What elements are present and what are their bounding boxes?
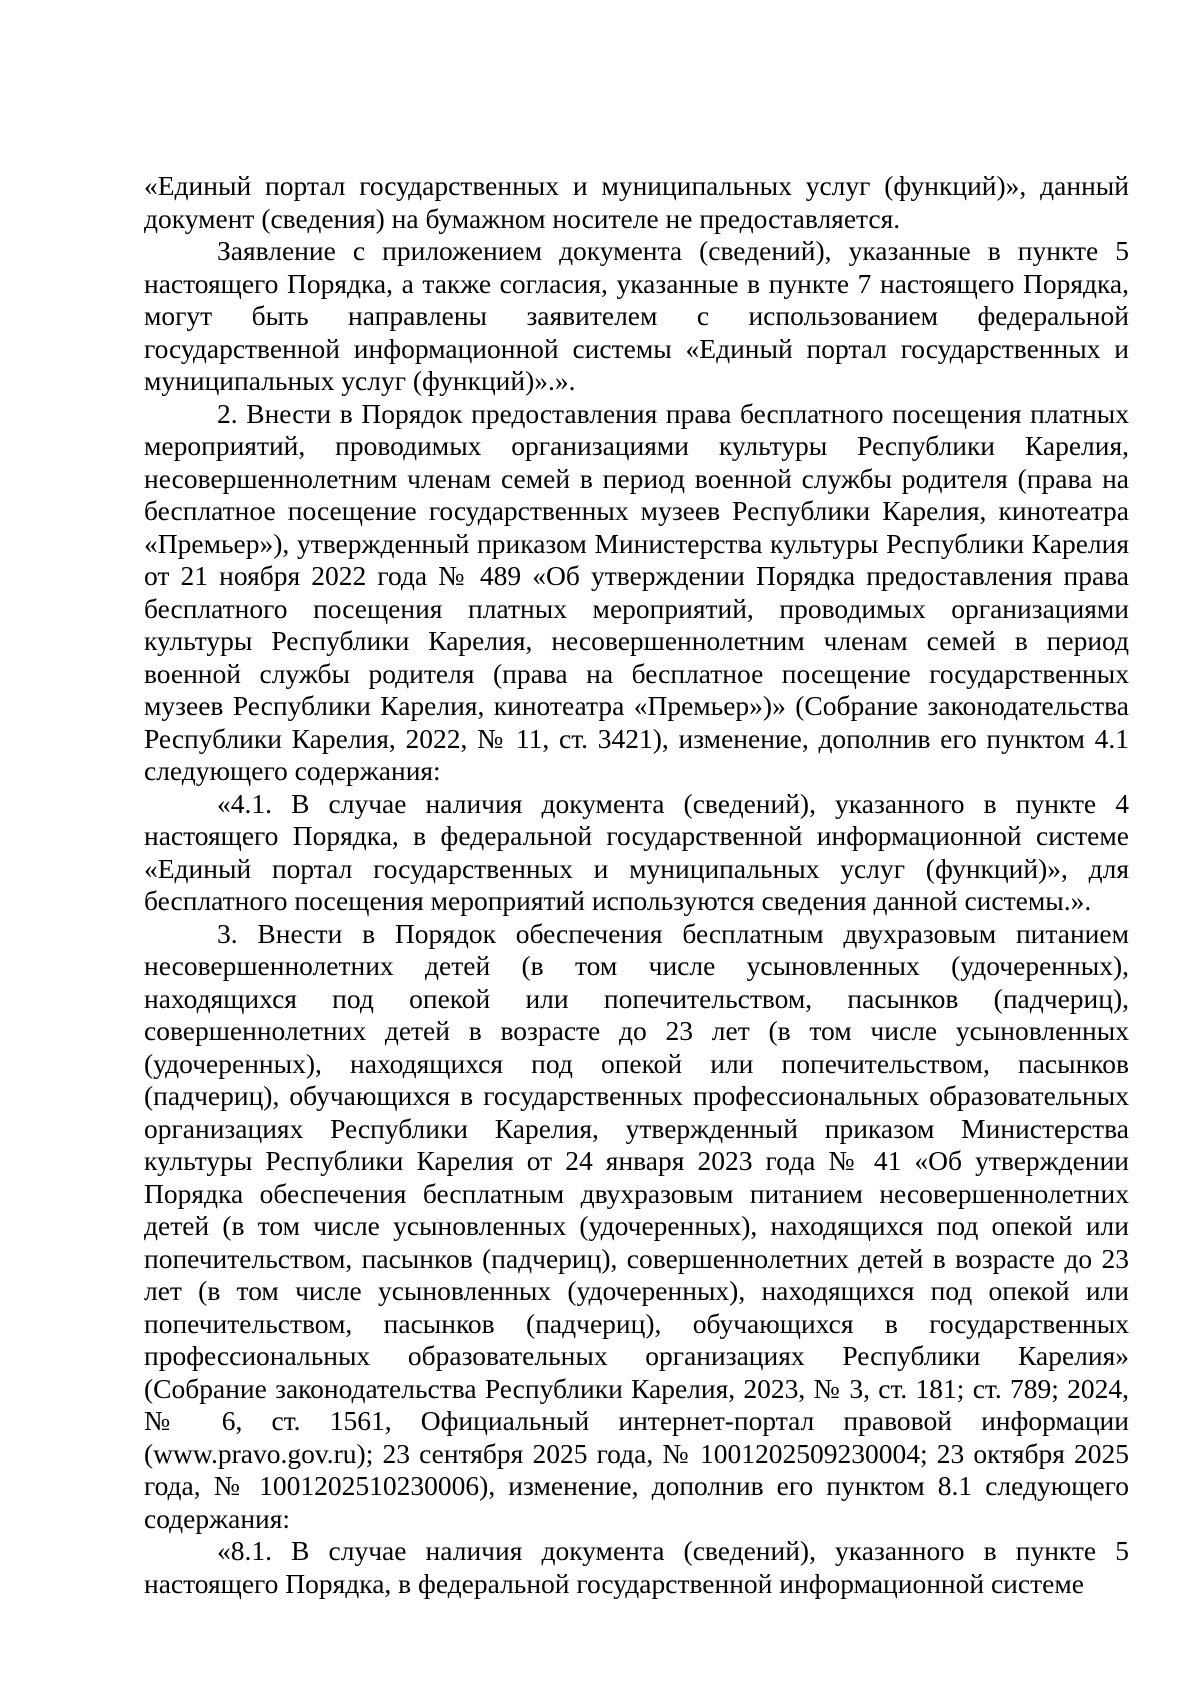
document-body: [144, 170, 1129, 1600]
paragraph-item-8-1: «8.1. В случае наличия документа (сведений), указанного в пункте 5 настоящего Порядка, в федеральной государственной информационной системе: [144, 1535, 1129, 1599]
paragraph-continuation: «Единый портал государственных и муниципальных услуг (функций)», данный документ (сведения) на бумажном носителе не предоставляется.: [144, 170, 1129, 234]
paragraph-application-submission: Заявление с приложением документа (сведений), указанные в пункте 5 настоящего Порядка, а также согласия, указанные в пункте 7 настоящего Порядка, могут быть направлены заявителем с использованием федеральной государственной информационной системы «Единый портал государственных и муниципальных услуг (функций)».».: [144, 235, 1129, 396]
paragraph-item-4-1: «4.1. В случае наличия документа (сведений), указанного в пункте 4 настоящего Порядка, в федеральной государственной информационной системе «Единый портал государственных и муниципальных услуг (функций)», для бесплатного посещения мероприятий используются сведения данной системы.».: [144, 787, 1129, 916]
paragraph-item-3: 3. Внести в Порядок обеспечения бесплатным двухразовым питанием несовершеннолетних детей (в том числе усыновленных (удочеренных), находящихся под опекой или попечительством, пасынков (падчериц), совершеннолетних детей в возрасте до 23 лет (в том числе усыновленных (удочеренных), находящихся под опекой или попечительством, пасынков (падчериц), обучающихся в государственных профессиональных образовательных организациях Республики Карелия, утвержденный приказом Министерства культуры Республики Карелия от 24 января 2023 года № 41 «Об утверждении Порядка обеспечения бесплатным двухразовым питанием несовершеннолетних детей (в том числе усыновленных (удочеренных), находящихся под опекой или попечительством, пасынков (падчериц), совершеннолетних детей в возрасте до 23 лет (в том числе усыновленных (удочеренных), находящихся под опекой или попечительством, пасынков (падчериц), обучающихся в государственных профессиональных образовательных организациях Республики Карелия» (Собрание законодательства Республики Карелия, 2023, № 3, ст. 181; ст. 789; 2024, № 6, ст. 1561, Официальный интернет-портал правовой информации (www.pravo.gov.ru); 23 сентября 2025 года, № 1001202509230004; 23 октября 2025 года, № 1001202510230006), изменение, дополнив его пунктом 8.1 следующего содержания:: [144, 917, 1129, 1534]
paragraph-item-2: 2. Внести в Порядок предоставления права бесплатного посещения платных мероприятий, проводимых организациями культуры Республики Карелия, несовершеннолетним членам семей в период военной службы родителя (права на бесплатное посещение государственных музеев Республики Карелия, кинотеатра «Премьер»), утвержденный приказом Министерства культуры Республики Карелия от 21 ноября 2022 года № 489 «Об утверждении Порядка предоставления права бесплатного посещения платных мероприятий, проводимых организациями культуры Республики Карелия, несовершеннолетним членам семей в период военной службы родителя (права на бесплатное посещение государственных музеев Республики Карелия, кинотеатра «Премьер»)» (Собрание законодательства Республики Карелия, 2022, № 11, ст. 3421), изменение, дополнив его пунктом 4.1 следующего содержания:: [144, 397, 1129, 786]
